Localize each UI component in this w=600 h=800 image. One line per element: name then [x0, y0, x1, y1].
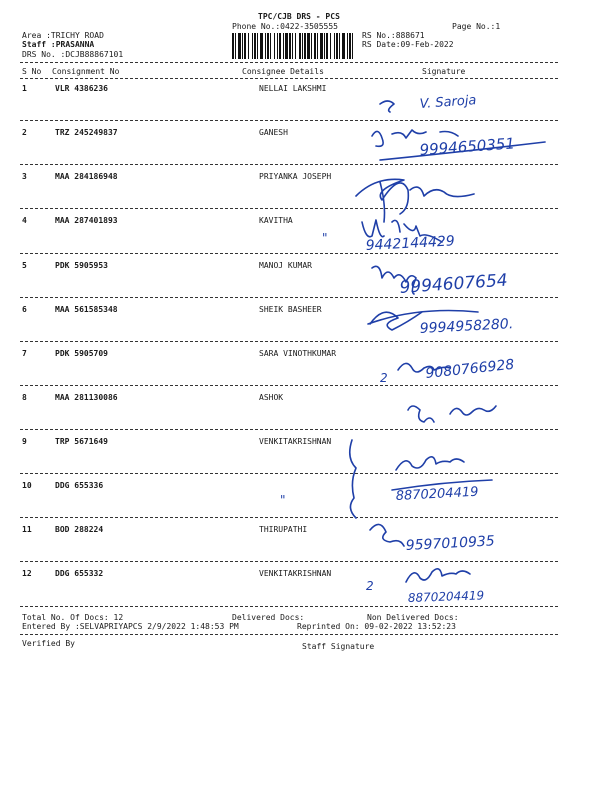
row-consignment: MAA 561585348: [55, 305, 118, 314]
row-sno: 5: [22, 261, 27, 270]
total-docs: Total No. Of Docs: 12: [22, 613, 124, 622]
row-consignee: VENKITAKRISHNAN: [259, 437, 332, 446]
row-sno: 2: [22, 128, 27, 137]
drs-number: DRS No. :DCJB88867101: [22, 50, 124, 59]
handwriting-ditto-mark: ": [280, 493, 286, 507]
area: Area :TRICHY ROAD: [22, 31, 104, 40]
staff: Staff :PRASANNA: [22, 40, 95, 49]
non-delivered-docs: Non Delivered Docs:: [367, 613, 459, 622]
row-consignment: MAA 287401893: [55, 216, 118, 225]
col-consignee: Consignee Details: [242, 67, 324, 76]
handwriting-phone: 9597010935: [405, 533, 496, 554]
col-consignment: Consignment No: [52, 67, 120, 76]
row-sno: 8: [22, 393, 27, 402]
signature-scribble: [370, 524, 404, 546]
row-consignment: DDG 655336: [55, 481, 104, 490]
col-sno: S No: [22, 67, 42, 76]
row-sno: 3: [22, 172, 27, 181]
handwriting-phone: 9994958280.: [419, 316, 514, 337]
verified-by: Verified By: [22, 639, 75, 648]
row-sno: 4: [22, 216, 27, 225]
row-consignment: BOD 288224: [55, 525, 104, 534]
row-consignee: SARA VINOTHKUMAR: [259, 349, 337, 358]
row-consignee: KAVITHA: [259, 216, 293, 225]
handwriting-phone: 9994607654: [398, 270, 509, 298]
signature-scribble: [406, 569, 470, 582]
row-consignee: ASHOK: [259, 393, 284, 402]
handwriting-phone: 9994650351: [419, 134, 516, 159]
row-sno: 6: [22, 305, 27, 314]
row-consignment: MAA 284186948: [55, 172, 118, 181]
row-consignee: VENKITAKRISHNAN: [259, 569, 332, 578]
row-consignee: GANESH: [259, 128, 288, 137]
row-consignment: VLR 4386236: [55, 84, 108, 93]
row-consignee: NELLAI LAKSHMI: [259, 84, 327, 93]
row-consignee: PRIYANKA JOSEPH: [259, 172, 332, 181]
handwriting-mark: 2: [380, 371, 388, 385]
handwriting-phone: 9442144429: [365, 233, 456, 254]
row-sno: 10: [22, 481, 32, 490]
document-title: TPC/CJB DRS - PCS: [258, 12, 340, 21]
handwriting-ditto-mark: ": [322, 231, 328, 245]
signature-scribble: [396, 457, 464, 470]
row-sno: 11: [22, 525, 32, 534]
row-sno: 7: [22, 349, 27, 358]
row-consignment: PDK 5905709: [55, 349, 108, 358]
row-consignment: TRP 5671649: [55, 437, 108, 446]
signature-scribble: [356, 179, 474, 222]
row-consignee: THIRUPATHI: [259, 525, 308, 534]
row-sno: 1: [22, 84, 27, 93]
page-number: Page No.:1: [452, 22, 501, 31]
row-sno: 9: [22, 437, 27, 446]
row-sno: 12: [22, 569, 32, 578]
reprinted-on: Reprinted On: 09-02-2022 13:52:23: [297, 622, 456, 631]
rs-date: RS Date:09-Feb-2022: [362, 40, 454, 49]
staff-signature-label: Staff Signature: [302, 642, 375, 651]
rs-number: RS No.:888671: [362, 31, 425, 40]
row-consignee: SHEIK BASHEER: [259, 305, 322, 314]
phone-number: Phone No.:0422-3505555: [232, 22, 338, 31]
row-consignment: PDK 5905953: [55, 261, 108, 270]
handwriting-phone: 8870204419: [395, 484, 479, 504]
signature-scribble: [380, 101, 394, 112]
delivered-docs: Delivered Docs:: [232, 613, 305, 622]
handwriting-name: V. Saroja: [419, 93, 477, 112]
signature-scribble: [408, 406, 496, 422]
col-signature: Signature: [422, 67, 466, 76]
row-consignment: TRZ 245249837: [55, 128, 118, 137]
entered-by: Entered By :SELVAPRIYAPCS 2/9/2022 1:48:53 PM: [22, 622, 239, 631]
handwriting-phone: 9080766928: [424, 356, 516, 382]
handwriting-mark: 2: [366, 579, 374, 593]
row-consignee: MANOJ KUMAR: [259, 261, 312, 270]
row-consignment: MAA 281130086: [55, 393, 118, 402]
handwriting-phone: 8870204419: [407, 588, 485, 605]
row-consignment: DDG 655332: [55, 569, 104, 578]
bracket-mark: [350, 440, 356, 518]
